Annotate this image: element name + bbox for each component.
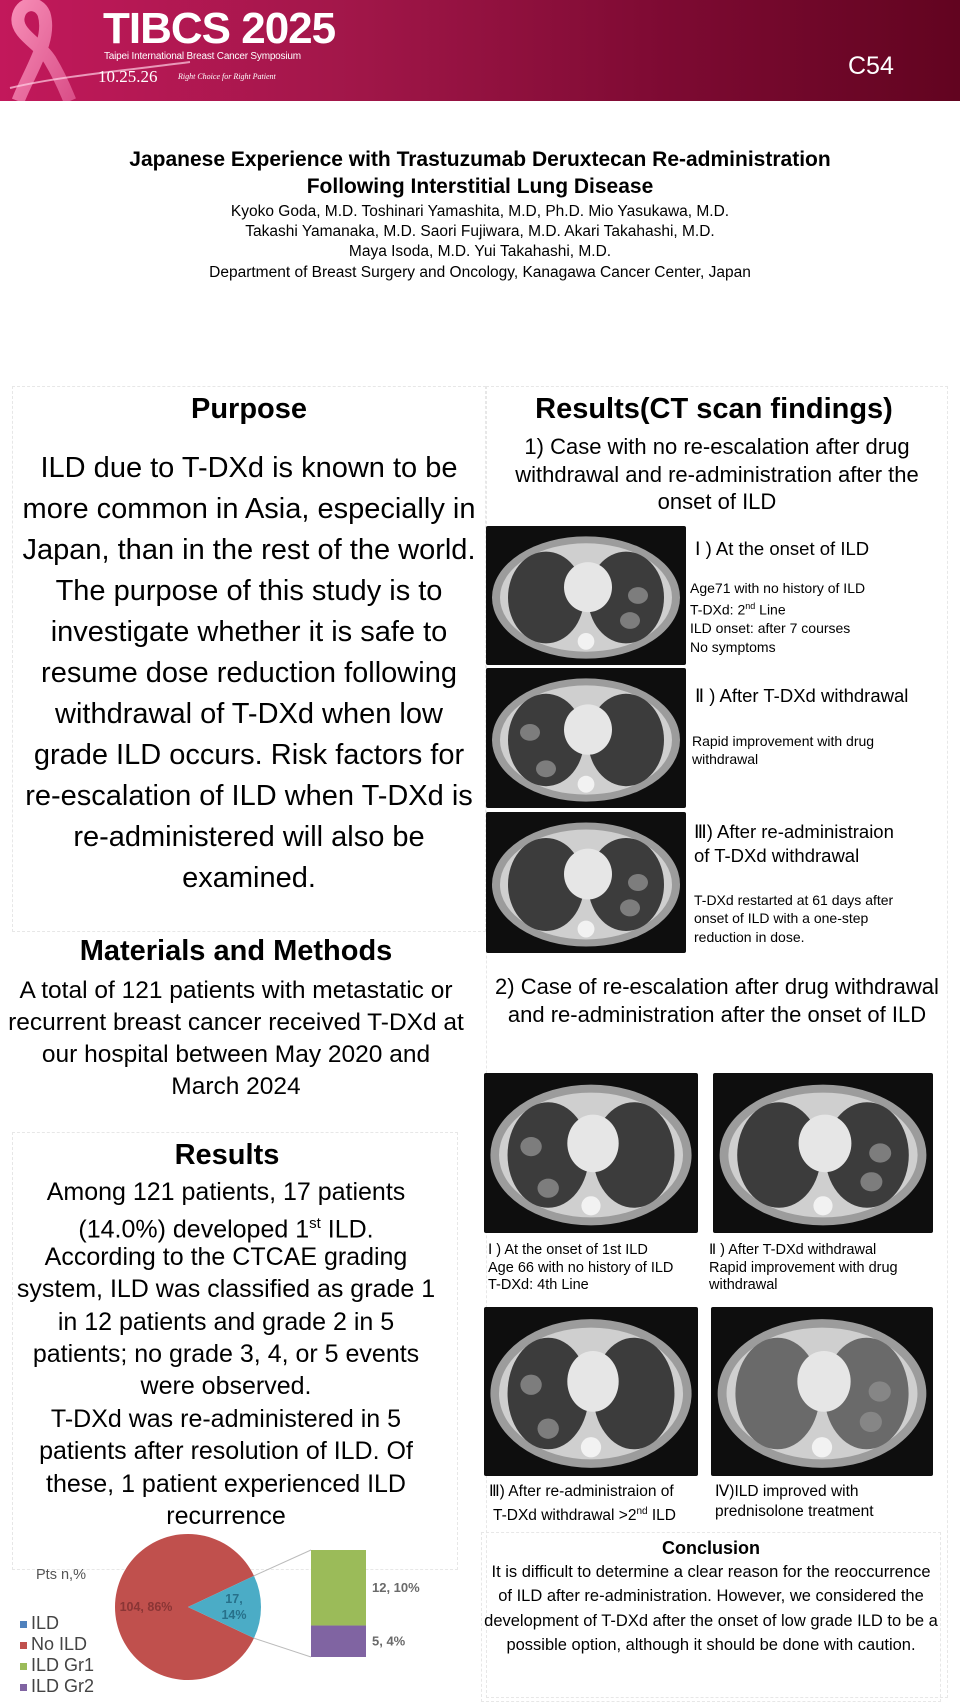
legend-swatch-ild [20, 1621, 27, 1628]
pie-label-ild: 17, [225, 1592, 243, 1606]
ct-mediastinum [797, 1351, 850, 1412]
legend-swatch-ild-gr1 [20, 1663, 27, 1670]
breakdown-label-ild-gr2: 5, 4% [372, 1633, 406, 1649]
ct-opacity [520, 724, 540, 741]
ct-mediastinum [567, 1115, 618, 1173]
ct-opacity [538, 1179, 559, 1198]
methods-body: A total of 121 patients with metastatic or recurrent breast cancer received T-DXd at our hospital between May 2020 and March 2024 [8, 977, 464, 1100]
ct-scan-case1-withdrawal [486, 668, 686, 808]
event-slogan: Right Choice for Right Patient [178, 72, 276, 81]
results-para3: T-DXd was re-administered in 5 patients after resolution of ILD. Of these, 1 patient experienced ILD recurrence [39, 1405, 413, 1530]
ct-opacity [869, 1381, 891, 1401]
conclusion-heading: Conclusion [662, 1538, 760, 1558]
conclusion-body: It is difficult to determine a clear reason for the reoccurrence of ILD after re-administration. However, we considered the development of T-DXd after the onset of low grade ILD to be a possible option, although it should be done with caution. [484, 1563, 938, 1654]
ct-opacity [860, 1412, 882, 1432]
legend-swatch-ild-gr2 [20, 1684, 27, 1691]
case1-step3-title: Ⅲ) After re-administraion of T-DXd withdrawal [694, 821, 894, 866]
pie-label-ild-pct: 14% [221, 1608, 247, 1622]
ct-mediastinum [564, 562, 612, 612]
results-para1: Among 121 patients, 17 patients (14.0%) developed 1st ILD. [46, 1178, 406, 1244]
poster-title-line1: Japanese Experience with Trastuzumab Deruxtecan Re-administration [129, 148, 831, 171]
case1-step2-notes: Rapid improvement with drug withdrawal [692, 733, 875, 768]
case1-step1-notes: Age71 with no history of ILD T-DXd: 2nd Line ILD onset: after 7 courses No symptoms [690, 580, 866, 655]
ct-spine [581, 1437, 601, 1457]
ct-opacity [620, 899, 640, 916]
legend-swatch-no-ild [20, 1642, 27, 1649]
case1-step1-title: Ⅰ ) At the onset of ILD [695, 538, 870, 559]
ct-opacity [628, 874, 648, 891]
ct-results-heading: Results(CT scan findings) [535, 393, 893, 425]
poster-title-line2: Following Interstitial Lung Disease [306, 175, 654, 198]
ct-spine [578, 776, 595, 793]
methods-heading: Materials and Methods [79, 935, 393, 967]
breakdown-connector-top [254, 1550, 311, 1576]
results-heading: Results [174, 1139, 280, 1171]
ct-scan-case2-prednisolone [711, 1307, 933, 1476]
case1-step3-notes: T-DXd restarted at 61 days after onset of ILD with a one-step reduction in dose. [694, 892, 894, 945]
case1-heading: 1) Case with no re-escalation after drug withdrawal and re-administration after the onset of ILD [515, 434, 919, 514]
event-banner [0, 0, 960, 101]
ct-spine [812, 1437, 832, 1457]
case2-heading: 2) Case of re-escalation after drug withdrawal and re-administration after the onset of ILD [495, 974, 939, 1027]
event-subtitle: Taipei International Breast Cancer Symposium [104, 51, 301, 62]
breakdown-bar-ild-gr1 [311, 1550, 366, 1626]
ct-opacity [520, 1375, 541, 1395]
chart-legend [20, 1613, 94, 1697]
poster-board-code: C54 [848, 52, 894, 80]
legend-item-ild-gr1: ILD Gr1 [20, 1655, 94, 1676]
authors-line3: Maya Isoda, M.D. Yui Takahashi, M.D. [348, 243, 612, 260]
case2-img2-caption: Ⅱ ) After T-DXd withdrawal Rapid improvement with drug withdrawal [709, 1242, 898, 1293]
authors-line2: Takashi Yamanaka, M.D. Saori Fujiwara, M.D. Akari Takahashi, M.D. [245, 223, 715, 240]
ct-opacity [869, 1143, 891, 1162]
case2-img1-caption: Ⅰ ) At the onset of 1st ILD Age 66 with no history of ILD T-DXd: 4th Line [488, 1242, 674, 1293]
ct-scan-case2-readmin [484, 1307, 698, 1476]
ct-opacity [520, 1137, 541, 1156]
purpose-heading: Purpose [190, 393, 308, 425]
ct-scan-case2-withdrawal [713, 1073, 933, 1233]
ct-spine [813, 1196, 832, 1215]
ct-opacity [620, 612, 640, 629]
ct-opacity [536, 760, 556, 777]
ct-scan-case2-onset [484, 1073, 698, 1233]
ct-spine [581, 1196, 600, 1215]
authors-line1: Kyoko Goda, M.D. Toshinari Yamashita, M.D, Ph.D. Mio Yasukawa, M.D. [230, 203, 730, 220]
purpose-body: ILD due to T-DXd is known to be more common in Asia, especially in Japan, than in the rest of the world. The purpose of this study is to investigate whether it is safe to resume dose reduction following withdrawal of T-DXd when low grade ILD occurs. Risk factors for re-escalation of ILD when T-DXd is re-administered will also be examined. [22, 452, 476, 894]
results-para2: According to the CTCAE grading system, ILD was classified as grade 1 in 12 patients and grade 2 in 5 patients; no grade 3, 4, or 5 events were observed. [16, 1243, 436, 1401]
breakdown-bar-ild-gr2 [311, 1626, 366, 1657]
ct-opacity [628, 587, 648, 604]
breakdown-label-ild-gr1: 12, 10% [372, 1579, 420, 1595]
breakdown-connector-bottom [254, 1638, 311, 1657]
legend-item-ild: ILD [20, 1613, 94, 1634]
ct-mediastinum [564, 849, 612, 900]
ct-spine [578, 633, 595, 650]
case2-img3-caption: Ⅲ) After re-administraion of T-DXd withdrawal >2nd ILD [489, 1483, 676, 1524]
case1-step2-title: Ⅱ ) After T-DXd withdrawal [695, 685, 909, 706]
legend-item-ild-gr2: ILD Gr2 [20, 1676, 94, 1697]
event-date: 10.25.26 [98, 67, 158, 86]
ct-scan-case1-onset [486, 526, 686, 665]
ct-scan-case1-readmin [486, 812, 686, 953]
ct-spine [578, 921, 595, 938]
event-title: TIBCS 2025 [103, 4, 336, 53]
ct-mediastinum [799, 1115, 852, 1173]
chart-title: Pts n,% [36, 1567, 86, 1583]
pie-label-no-ild: 104, 86% [119, 1600, 173, 1614]
ct-mediastinum [564, 704, 612, 754]
ct-opacity [538, 1419, 559, 1439]
affiliation: Department of Breast Surgery and Oncology, Kanagawa Cancer Center, Japan [209, 264, 751, 281]
legend-item-no-ild: No ILD [20, 1634, 94, 1655]
case2-img4-caption: Ⅳ)ILD improved with prednisolone treatment [715, 1483, 874, 1520]
ct-opacity [860, 1172, 882, 1191]
ct-mediastinum [567, 1351, 618, 1412]
